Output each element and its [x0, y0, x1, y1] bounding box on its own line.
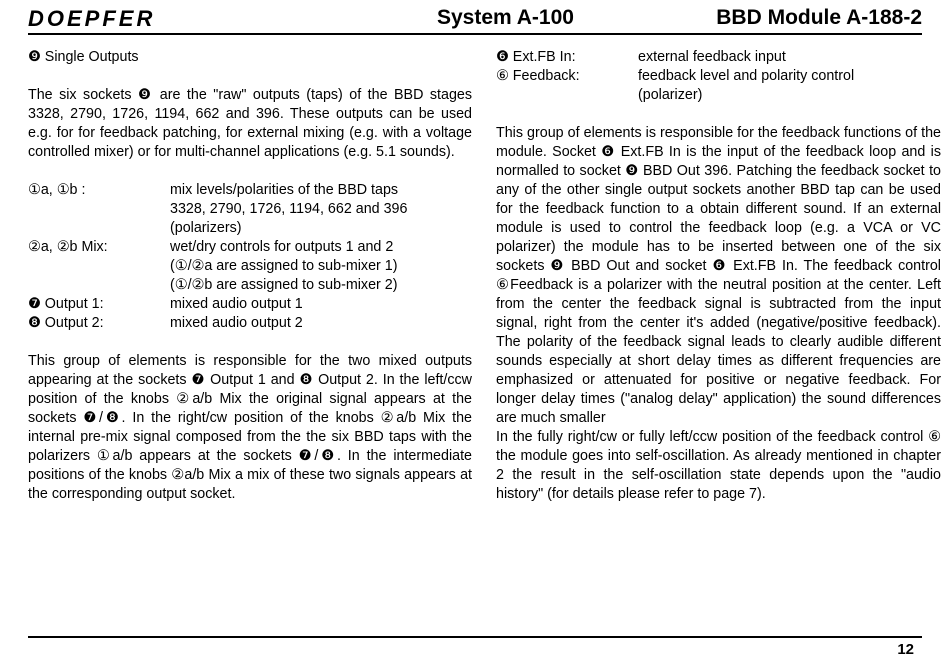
- paragraph-self-oscillation: In the fully right/cw or fully left/ccw position of the feedback control ⑥ the module goes into self-oscillation. As already mentioned in chapter 2 the result in the self-oscillation state depends upon the "audio history" (for details please refer to page 7).: [496, 429, 941, 502]
- feedback-controls-list: [496, 48, 941, 105]
- page-header: [28, 0, 922, 34]
- header-rule: [28, 33, 922, 35]
- list-item: ①a, ①b : mix levels/polarities of the BBD taps: [28, 182, 399, 198]
- right-column: [496, 48, 941, 504]
- controls-list: [28, 181, 472, 333]
- paragraph-mixed-outputs: This group of elements is responsible for the two mixed outputs appearing at the sockets ❼ Output 1 and ❽ Output 2. In the left/ccw position of the knobs ②a/b Mix the original signal appears at the sockets ❼/❽. In the right/cw position of the knobs ②a/b Mix the internal pre-mix signal composed from the the six BBD taps with the polarizers ①a/b appears at the sockets ❼/❽. In the intermediate positions of the knobs ②a/b Mix a mix of these two signals appears at the corresponding output socket.: [28, 353, 472, 502]
- list-item: ❽ Output 2: mixed audio output 2: [28, 315, 303, 331]
- paragraph-feedback: This group of elements is responsible for the feedback functions of the module. Socket ❻ Ext.FB In is the input of the feedback loop and is normalled to socket ❾ BBD Out 396. Patching the feedback socket to any of the other single output sockets another BBD tap can be used for the feedback function to a obtain different sound. If an external module is used to control the feedback loop (e.g. a VCA or VC polarizer) the module has to be inserted between one of the six sockets ❾ BBD Out and socket ❻ Ext.FB In. The feedback control ⑥Feedback is a polarizer with the neutral position at the center. Left from the center the feedback signal is subtracted from the input signal, right from the center it's added (negative/positive feedback). The polarity of the feedback signal leads to clearly audible different sounds especially at short delay times as different frequencies are emphasized or attenuated for positive or negative feedback. For longer delay times ("analog delay" application) the sound differences are much smaller: [496, 125, 941, 426]
- list-item: ⑥ Feedback: feedback level and polarity control: [496, 68, 855, 84]
- system-title: System A-100: [437, 6, 574, 29]
- left-column: [28, 48, 472, 504]
- brand-logo: DOEPFER: [28, 6, 156, 31]
- list-item: ②a, ②b Mix: wet/dry controls for outputs 1 and 2: [28, 239, 394, 255]
- list-item: 3328, 2790, 1726, 1194, 662 and 396: [170, 201, 408, 217]
- footer-rule: [28, 636, 922, 638]
- list-item: (①/②a are assigned to sub-mixer 1): [170, 258, 398, 274]
- module-title: BBD Module A-188-2: [716, 6, 922, 29]
- paragraph-single-outputs: The six sockets ❾ are the "raw" outputs (taps) of the BBD stages 3328, 2790, 1726, 1194, 662 and 396. These outputs can be used e.g. for for feedback patching, for external mixing (e.g. with a voltage controlled mixer) or for multi-channel applications (e.g. 5.1 sounds).: [28, 87, 472, 160]
- list-item: (polarizers): [170, 220, 242, 236]
- list-item: ❼ Output 1: mixed audio output 1: [28, 296, 303, 312]
- section-heading: ❾ Single Outputs: [28, 49, 139, 65]
- page-number: 12: [897, 641, 914, 658]
- list-item: (①/②b are assigned to sub-mixer 2): [170, 277, 398, 293]
- list-item: (polarizer): [638, 87, 703, 103]
- list-item: ❻ Ext.FB In: external feedback input: [496, 49, 786, 65]
